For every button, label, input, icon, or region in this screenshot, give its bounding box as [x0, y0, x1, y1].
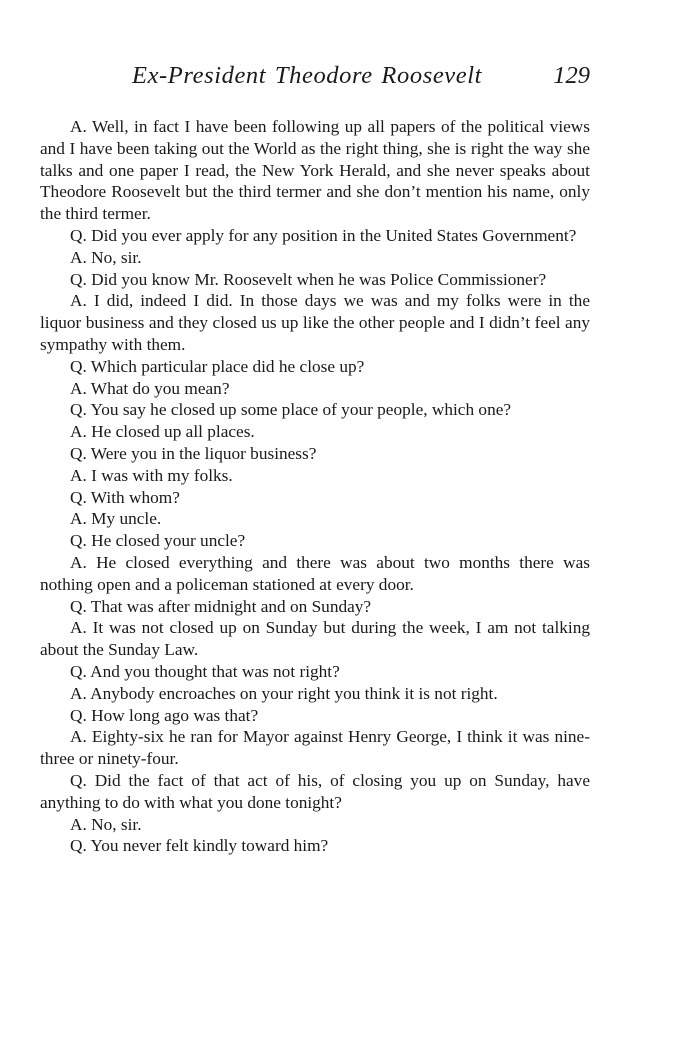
book-page	[40, 62, 590, 857]
question-paragraph: Q. You say he closed up some place of your people, which one?	[70, 400, 512, 420]
answer-paragraph: A. Eighty-six he ran for Mayor against Henry George, I think it was nine-three or ninety-four.	[40, 727, 590, 769]
testimony-text	[40, 116, 590, 857]
answer-paragraph: A. Anybody encroaches on your right you think it is not right.	[70, 683, 498, 703]
answer-paragraph: A. My uncle.	[70, 509, 162, 529]
answer-paragraph: A. No, sir.	[70, 247, 142, 267]
answer-paragraph: A. I did, indeed I did. In those days we was and my folks were in the liquor business and they closed us up like the other people and I didn’t feel any sympathy with them.	[40, 291, 590, 354]
running-title: Ex-President Theodore Roosevelt	[132, 62, 483, 89]
answer-paragraph: A. It was not closed up on Sunday but during the week, I am not talking about the Sunday Law.	[40, 618, 590, 660]
answer-paragraph: A. No, sir.	[70, 814, 142, 834]
question-paragraph: Q. Were you in the liquor business?	[70, 443, 317, 463]
question-paragraph: Q. Did you know Mr. Roosevelt when he was Police Commissioner?	[70, 269, 547, 289]
question-paragraph: Q. He closed your uncle?	[70, 531, 246, 551]
running-head	[40, 62, 590, 102]
answer-paragraph: A. He closed everything and there was about two months there was nothing open and a policeman stationed at every door.	[40, 552, 590, 594]
question-paragraph: Q. Did you ever apply for any position in the United States Government?	[70, 225, 577, 245]
answer-paragraph: A. Well, in fact I have been following up all papers of the political views and I have been taking out the World as the right thing, she is right the way she talks and one paper I read, the New York Herald, and she never speaks about Theodore Roosevelt but the third termer and she don’t mention his name, only the third termer.	[40, 117, 590, 224]
answer-paragraph: A. He closed up all places.	[70, 422, 255, 442]
question-paragraph: Q. Did the fact of that act of his, of closing you up on Sunday, have anything to do with what you done tonight?	[40, 770, 590, 812]
question-paragraph: Q. With whom?	[70, 487, 180, 507]
answer-paragraph: A. What do you mean?	[70, 378, 230, 398]
question-paragraph: Q. And you thought that was not right?	[70, 661, 340, 681]
answer-paragraph: A. I was with my folks.	[70, 465, 233, 485]
page-number: 129	[553, 62, 590, 89]
question-paragraph: Q. You never felt kindly toward him?	[70, 836, 329, 856]
question-paragraph: Q. That was after midnight and on Sunday?	[70, 596, 372, 616]
question-paragraph: Q. Which particular place did he close up?	[70, 356, 365, 376]
question-paragraph: Q. How long ago was that?	[70, 705, 259, 725]
